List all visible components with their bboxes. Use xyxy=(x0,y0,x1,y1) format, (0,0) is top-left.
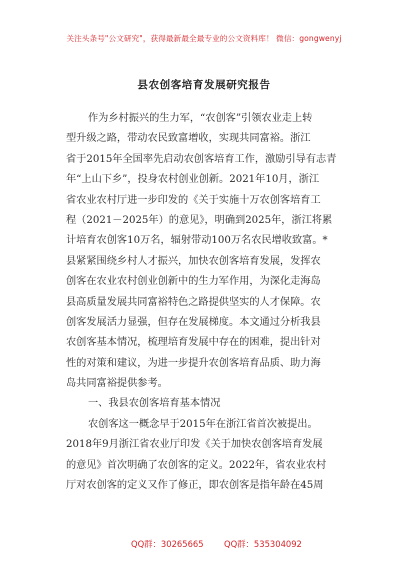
body-line: 省于2015年全国率先启动农创客培育工作，激励引导有志青 xyxy=(66,153,337,165)
body-line: 县高质量发展共同富裕特色之路提供坚实的人才保障。农 xyxy=(66,296,321,308)
promo-banner: 关注头条号"公文研究"，获得最新最全最专业的公文资料库！ 微信：gongwenyj xyxy=(66,34,342,43)
body-line: 年“上山下乡”，投身农村创业创新。2021年10月，浙江 xyxy=(66,174,320,186)
body-line: 创客发展活力显强，但存在发展梯度。本文通过分析我县 xyxy=(66,316,321,328)
qq-group-1: QQ群：30265665 xyxy=(131,539,204,549)
body-line: 岛共同富裕提供参考。 xyxy=(66,378,168,390)
body-line: 2018年9月浙江省农业厅印发《关于加快农创客培育发展 xyxy=(66,439,323,451)
body-line: 型升级之路，带动农民致富增收，实现共同富裕。浙江 xyxy=(66,133,311,145)
body-line: 作为乡村振兴的生力军，“农创客”引领农业走上转 xyxy=(88,113,313,124)
body-line: 创客在农业农村创业创新中的生力军作用，为深化走海岛 xyxy=(66,276,321,288)
body-line: 农创客这一概念早于2015年在浙江省首次被提出。 xyxy=(88,418,318,430)
body-line: 的意见》首次明确了农创客的定义。2022年，省农业农村 xyxy=(66,459,327,471)
body-line: 县紧紧围绕乡村人才振兴，加快农创客培育发展，发挥农 xyxy=(66,255,321,267)
section-heading: 一、我县农创客培育基本情况 xyxy=(88,398,221,410)
body-line: 性的对策和建议，为进一步提升农创客培育品质、助力海 xyxy=(66,357,321,369)
body-line: 计培育农创客10万名，辐射带动100万名农民增收致富。* xyxy=(66,235,328,247)
qq-group-2: QQ群：535304092 xyxy=(224,539,302,549)
body-line: 农创客基本情况，梳理培育发展中存在的困难，提出针对 xyxy=(66,337,321,349)
body-line: 厅对农创客的定义又作了修正，即农创客是指年龄在45周 xyxy=(66,480,324,492)
document-title: 县农创客培育发展研究报告 xyxy=(137,79,271,91)
body-line: 省农业农村厅进一步印发的《关于实施十万农创客培育工 xyxy=(66,194,321,206)
document-body xyxy=(66,109,351,496)
body-line: 程（2021－2025年）的意见》，明确到2025年，浙江将累 xyxy=(66,214,333,226)
